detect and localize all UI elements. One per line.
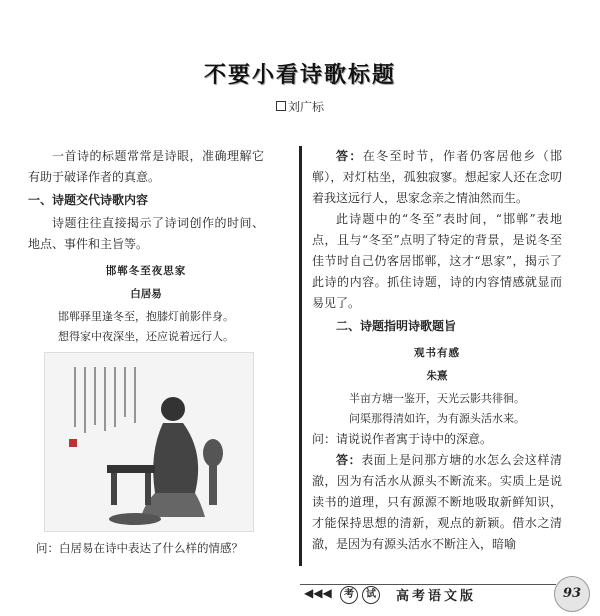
- footer-chip-1: 考: [340, 586, 358, 604]
- intro-paragraph: 一首诗的标题常常是诗眼，准确理解它有助于破译作者的真意。: [28, 149, 264, 184]
- poem1-author: 白居易: [130, 288, 162, 300]
- article-author: [0, 98, 600, 115]
- right-column: [312, 146, 562, 555]
- footer-arrows-icon: ◀◀◀: [304, 586, 332, 600]
- page-footer: [300, 580, 590, 608]
- article-title: 不要小看诗歌标题: [203, 63, 396, 88]
- footer-chip-2: 试: [362, 586, 380, 604]
- author-box-icon: [276, 101, 286, 111]
- section-heading-2: 二、诗题指明诗歌题旨: [336, 319, 457, 333]
- answer1-paragraph: [312, 146, 562, 209]
- poem2-author: 朱熹: [426, 370, 448, 382]
- answer2-paragraph: [312, 450, 562, 555]
- poem1-line-2: 想得家中夜深坐，还应说着远行人。: [58, 330, 234, 343]
- answer1-text: 在冬至时节，作者仍客居他乡（邯郸），对灯枯坐，孤独寂寥。想起家人还在念叨着我这远行人，思家念亲之情油然而生。: [312, 149, 562, 205]
- ink-painting-icon: [45, 353, 253, 531]
- page-number: 93: [554, 576, 590, 612]
- left-column: [28, 146, 264, 347]
- ink-painting-illustration: [44, 352, 254, 532]
- poem2-title: 观书有感: [414, 347, 460, 359]
- column-divider: [299, 146, 302, 566]
- answer1-lead: 答：: [336, 149, 363, 163]
- author-name: 刘广标: [287, 100, 324, 114]
- question-1: 问：白居易在诗中表达了什么样的情感？: [36, 541, 243, 555]
- poem2-line-1: 半亩方塘一鉴开，天光云影共徘徊。: [349, 392, 525, 405]
- poem1-line-1: 邯郸驿里逢冬至，抱膝灯前影伴身。: [58, 310, 234, 323]
- answer2-lead: 答：: [336, 453, 362, 467]
- analysis-paragraph: 此诗题中的“冬至”表时间，“邯郸”表地点，且与“冬至”点明了特定的背景，是说冬至佳节时自己仍客居邯郸，这才“思家”，揭示了此诗的内容。抓住诗题，诗的内容情感就显而易见了。: [312, 212, 562, 310]
- section-heading-1: 一、诗题交代诗歌内容: [28, 193, 149, 207]
- poem1-title: 邯郸冬至夜思家: [105, 265, 187, 277]
- footer-brand: 高考语文版: [396, 589, 477, 604]
- question-2: 问：请说说作者寓于诗中的深意。: [312, 432, 493, 446]
- answer2-text: 表面上是问那方塘的水怎么会这样清澈，因为有活水从源头不断流来。实质上是说读书的道理，只有源源不断地吸取新鲜知识，才能保持思想的清新，观点的新颖。借水之清澈，是因为有源头活水不断注入，暗喻: [312, 453, 562, 551]
- poem2-line-2: 问渠那得清如许，为有源头活水来。: [349, 412, 525, 425]
- section1-paragraph: 诗题往往直接揭示了诗词创作的时间、地点、事件和主旨等。: [28, 216, 264, 251]
